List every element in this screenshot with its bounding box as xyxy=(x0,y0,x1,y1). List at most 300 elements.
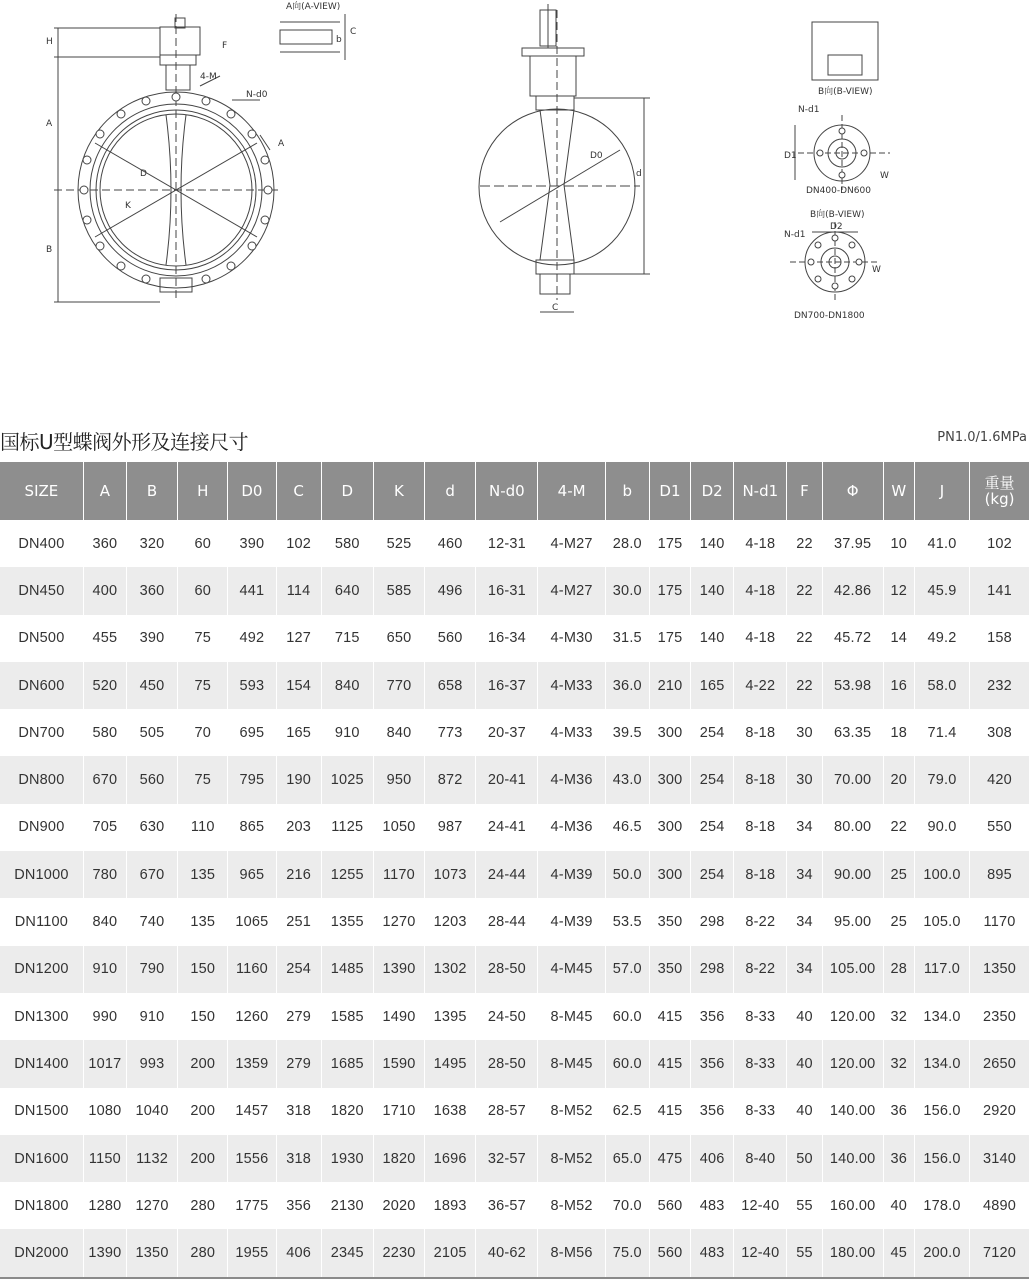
table-cell: 45.72 xyxy=(822,615,883,662)
table-cell: 50 xyxy=(787,1135,822,1182)
pressure-rating: PN1.0/1.6MPa xyxy=(937,430,1027,445)
table-cell: 135 xyxy=(178,898,228,945)
table-header-row xyxy=(0,462,1029,520)
table-cell: 670 xyxy=(83,756,126,803)
table-cell: DN400 xyxy=(0,520,83,567)
table-cell: 1930 xyxy=(321,1135,373,1182)
table-cell: 120.00 xyxy=(822,1040,883,1087)
table-cell: 216 xyxy=(276,851,321,898)
table-cell: 1260 xyxy=(228,993,276,1040)
table-cell: DN1400 xyxy=(0,1040,83,1087)
column-header: H xyxy=(178,462,228,520)
table-cell: 175 xyxy=(649,520,690,567)
table-cell: 2650 xyxy=(970,1040,1029,1087)
table-cell: 415 xyxy=(649,1088,690,1135)
table-cell: 63.35 xyxy=(822,709,883,756)
table-cell: 28.0 xyxy=(605,520,649,567)
table-cell: 18 xyxy=(883,709,914,756)
column-header: W xyxy=(883,462,914,520)
n-d1-label-upper: N-d1 xyxy=(798,105,820,115)
table-cell: 150 xyxy=(178,993,228,1040)
d1-label: D1 xyxy=(784,151,797,161)
table-cell: 135 xyxy=(178,851,228,898)
table-cell: 32 xyxy=(883,1040,914,1087)
table-cell: 1125 xyxy=(321,804,373,851)
table-cell: 8-40 xyxy=(734,1135,787,1182)
table-cell: 24-41 xyxy=(476,804,538,851)
table-cell: 1490 xyxy=(373,993,424,1040)
table-cell: 12 xyxy=(883,567,914,614)
table-cell: 1395 xyxy=(425,993,476,1040)
table-cell: 1696 xyxy=(425,1135,476,1182)
table-cell: 100.0 xyxy=(914,851,969,898)
column-header: J xyxy=(914,462,969,520)
table-cell: DN1100 xyxy=(0,898,83,945)
table-cell: 300 xyxy=(649,804,690,851)
k-label: K xyxy=(125,201,131,211)
table-cell: 8-M56 xyxy=(538,1229,605,1277)
d0-label: D0 xyxy=(590,151,603,161)
table-cell: 580 xyxy=(83,709,126,756)
table-cell: 41.0 xyxy=(914,520,969,567)
table-row xyxy=(0,567,1029,614)
table-cell: 550 xyxy=(987,819,1012,836)
f-label: F xyxy=(222,41,228,51)
column-header: C xyxy=(276,462,321,520)
table-cell: 154 xyxy=(276,662,321,709)
table-cell: 8-22 xyxy=(734,946,787,993)
table-cell: 910 xyxy=(126,993,177,1040)
table-cell: 356 xyxy=(276,1182,321,1229)
table-cell: 210 xyxy=(649,662,690,709)
table-cell: 280 xyxy=(178,1229,228,1277)
h-label: H xyxy=(46,37,53,47)
arrow-a-label: A xyxy=(278,139,285,149)
table-cell: 1150 xyxy=(83,1135,126,1182)
table-cell: DN1000 xyxy=(0,851,83,898)
table-cell: 8-33 xyxy=(734,1088,787,1135)
table-cell: 53.98 xyxy=(822,662,883,709)
table-cell: 117.0 xyxy=(914,946,969,993)
table-cell: 1350 xyxy=(126,1229,177,1277)
d-upper-label: D xyxy=(140,169,147,179)
table-cell: 8-M45 xyxy=(538,1040,605,1087)
w-label-lower: W xyxy=(872,265,881,275)
table-cell: 180.00 xyxy=(822,1229,883,1277)
table-cell: 57.0 xyxy=(605,946,649,993)
table-cell: 279 xyxy=(276,1040,321,1087)
table-cell: 1775 xyxy=(228,1182,276,1229)
table-cell: 58.0 xyxy=(914,662,969,709)
table-cell: 560 xyxy=(649,1229,690,1277)
table-cell: 840 xyxy=(83,898,126,945)
table-cell: 12-31 xyxy=(476,520,538,567)
table-cell: 134.0 xyxy=(914,993,969,1040)
table-cell: 950 xyxy=(373,756,424,803)
table-cell: 55 xyxy=(787,1182,822,1229)
table-cell: 134.0 xyxy=(914,1040,969,1087)
table-cell: 1355 xyxy=(321,898,373,945)
table-cell: 298 xyxy=(691,946,734,993)
table-row xyxy=(0,851,1029,898)
table-cell: 43.0 xyxy=(605,756,649,803)
table-cell: 1170 xyxy=(373,851,424,898)
table-cell: 990 xyxy=(83,993,126,1040)
table-cell: 190 xyxy=(276,756,321,803)
table-cell: 1638 xyxy=(425,1088,476,1135)
table-cell: 70.00 xyxy=(822,756,883,803)
table-cell: DN2000 xyxy=(0,1229,83,1277)
table-cell: 406 xyxy=(691,1135,734,1182)
table-cell: 460 xyxy=(425,520,476,567)
table-cell: 55 xyxy=(787,1229,822,1277)
table-cell: 178.0 xyxy=(914,1182,969,1229)
table-cell: 505 xyxy=(126,709,177,756)
table-cell: 2230 xyxy=(373,1229,424,1277)
table-cell: 79.0 xyxy=(914,756,969,803)
n-d0-label: N-d0 xyxy=(246,90,268,100)
table-cell: DN1200 xyxy=(0,946,83,993)
table-row xyxy=(0,946,1029,993)
table-cell: DN800 xyxy=(0,756,83,803)
table-cell: 400 xyxy=(83,567,126,614)
c-label-side: C xyxy=(552,303,559,313)
table-cell: 1203 xyxy=(425,898,476,945)
table-cell: 8-18 xyxy=(734,804,787,851)
table-cell: 356 xyxy=(691,993,734,1040)
dimension-table xyxy=(0,462,1029,1279)
table-cell: 4890 xyxy=(983,1197,1017,1214)
table-cell: DN450 xyxy=(0,567,83,614)
table-cell: 483 xyxy=(691,1229,734,1277)
table-cell: 34 xyxy=(787,851,822,898)
table-cell: 350 xyxy=(649,946,690,993)
table-row xyxy=(0,1229,1029,1277)
table-cell: 2130 xyxy=(321,1182,373,1229)
table-cell: 45 xyxy=(883,1229,914,1277)
table-cell: 30.0 xyxy=(605,567,649,614)
table-cell: 8-18 xyxy=(734,851,787,898)
table-cell: 71.4 xyxy=(914,709,969,756)
table-cell: 560 xyxy=(425,615,476,662)
side-view xyxy=(479,4,650,312)
table-cell: 25 xyxy=(883,851,914,898)
table-cell: 1280 xyxy=(83,1182,126,1229)
table-cell: 141 xyxy=(970,567,1029,614)
table-cell: 95.00 xyxy=(822,898,883,945)
table-cell: 895 xyxy=(970,851,1029,898)
table-cell: DN1800 xyxy=(0,1182,83,1229)
column-header: D1 xyxy=(649,462,690,520)
table-cell: 4-18 xyxy=(734,615,787,662)
table-cell: 1457 xyxy=(228,1088,276,1135)
table-cell: 390 xyxy=(126,615,177,662)
table-cell: 965 xyxy=(228,851,276,898)
table-cell: 20 xyxy=(883,756,914,803)
column-header: N-d1 xyxy=(734,462,787,520)
table-cell: 12-40 xyxy=(734,1182,787,1229)
table-row xyxy=(0,520,1029,567)
table-cell: 8-33 xyxy=(734,993,787,1040)
table-row xyxy=(0,1040,1029,1087)
table-cell: 8-18 xyxy=(734,756,787,803)
table-cell: 1270 xyxy=(373,898,424,945)
table-cell: 140 xyxy=(691,520,734,567)
table-cell: 1160 xyxy=(228,946,276,993)
table-cell: 475 xyxy=(649,1135,690,1182)
table-cell: 4-M27 xyxy=(538,520,605,567)
table-cell: 28-44 xyxy=(476,898,538,945)
table-cell: 75.0 xyxy=(605,1229,649,1277)
table-cell: DN1500 xyxy=(0,1088,83,1135)
table-cell: 200 xyxy=(178,1088,228,1135)
table-cell: 114 xyxy=(276,567,321,614)
table-cell: 200 xyxy=(178,1040,228,1087)
table-cell: 105.00 xyxy=(822,946,883,993)
table-cell: 32-57 xyxy=(476,1135,538,1182)
table-cell: 75 xyxy=(178,756,228,803)
table-cell: 24-50 xyxy=(476,993,538,1040)
table-cell: 1073 xyxy=(425,851,476,898)
table-cell: 45.9 xyxy=(914,567,969,614)
table-cell: 350 xyxy=(649,898,690,945)
table-cell: 156.0 xyxy=(914,1088,969,1135)
b-label: B xyxy=(46,245,53,255)
table-cell: 53.5 xyxy=(605,898,649,945)
table-cell: 36.0 xyxy=(605,662,649,709)
table-cell: 8-M52 xyxy=(538,1182,605,1229)
table-cell: 1170 xyxy=(983,914,1016,931)
table-row xyxy=(0,662,1029,709)
table-cell: 60.0 xyxy=(605,993,649,1040)
table-cell: 4-18 xyxy=(734,567,787,614)
table-cell: 300 xyxy=(649,851,690,898)
table-cell: 16-34 xyxy=(476,615,538,662)
table-cell: 251 xyxy=(276,898,321,945)
table-cell: 60 xyxy=(178,567,228,614)
table-cell: 200 xyxy=(178,1135,228,1182)
table-cell: 300 xyxy=(649,756,690,803)
column-header: d xyxy=(425,462,476,520)
table-cell: 640 xyxy=(321,567,373,614)
table-row xyxy=(0,709,1029,756)
table-cell: 254 xyxy=(691,804,734,851)
table-cell: 120.00 xyxy=(822,993,883,1040)
table-cell: 75 xyxy=(178,615,228,662)
table-cell: 715 xyxy=(321,615,373,662)
table-cell: 1302 xyxy=(425,946,476,993)
table-cell: 525 xyxy=(373,520,424,567)
table-cell: 780 xyxy=(83,851,126,898)
table-cell: 175 xyxy=(649,615,690,662)
table-cell: 49.2 xyxy=(914,615,969,662)
column-header: SIZE xyxy=(0,462,83,520)
table-cell: 356 xyxy=(691,1040,734,1087)
table-cell: 156.0 xyxy=(914,1135,969,1182)
table-cell: 70 xyxy=(178,709,228,756)
table-cell: 450 xyxy=(126,662,177,709)
d-label: d xyxy=(636,169,642,179)
table-cell: 492 xyxy=(228,615,276,662)
table-cell: 254 xyxy=(691,756,734,803)
table-cell: 158 xyxy=(987,630,1012,647)
table-cell: 62.5 xyxy=(605,1088,649,1135)
column-header: B xyxy=(126,462,177,520)
table-cell: 993 xyxy=(126,1040,177,1087)
b-view-details xyxy=(790,22,890,302)
table-cell: 865 xyxy=(228,804,276,851)
table-cell: 16-31 xyxy=(476,567,538,614)
table-cell: 4-M45 xyxy=(538,946,605,993)
table-cell: 415 xyxy=(649,1040,690,1087)
table-cell: 4-M27 xyxy=(538,567,605,614)
table-cell: 34 xyxy=(787,898,822,945)
table-cell: 28-57 xyxy=(476,1088,538,1135)
table-cell: 28 xyxy=(883,946,914,993)
table-cell: 2920 xyxy=(983,1103,1017,1120)
table-cell: 30 xyxy=(787,756,822,803)
table-cell: 2345 xyxy=(321,1229,373,1277)
table-row xyxy=(0,756,1029,803)
table-cell: 24-44 xyxy=(476,851,538,898)
table-cell: 4-M30 xyxy=(538,615,605,662)
table-cell: 2105 xyxy=(425,1229,476,1277)
table-cell: 593 xyxy=(228,662,276,709)
table-cell: 1685 xyxy=(321,1040,373,1087)
table-cell: 585 xyxy=(373,567,424,614)
table-cell: 560 xyxy=(126,756,177,803)
table-cell: 254 xyxy=(276,946,321,993)
table-cell: 50.0 xyxy=(605,851,649,898)
table-cell: 1495 xyxy=(425,1040,476,1087)
valve-drawing-svg xyxy=(0,0,1029,330)
table-cell: 1556 xyxy=(228,1135,276,1182)
table-cell: 441 xyxy=(228,567,276,614)
table-cell: 740 xyxy=(126,898,177,945)
table-cell: 140.00 xyxy=(822,1135,883,1182)
column-header: Φ xyxy=(822,462,883,520)
technical-drawings xyxy=(0,0,1029,330)
table-cell: 770 xyxy=(373,662,424,709)
table-cell: 4-M33 xyxy=(538,662,605,709)
table-cell: 254 xyxy=(691,851,734,898)
table-cell: 1270 xyxy=(126,1182,177,1229)
d2-label: D2 xyxy=(830,222,843,232)
table-cell: 1390 xyxy=(373,946,424,993)
table-row xyxy=(0,615,1029,662)
dn400-600-label: DN400-DN600 xyxy=(806,186,871,196)
table-cell: 695 xyxy=(228,709,276,756)
page-title: 国标U型蝶阀外形及连接尺寸 xyxy=(0,430,249,454)
table-cell: 420 xyxy=(970,756,1029,803)
table-cell: 46.5 xyxy=(605,804,649,851)
column-header: D0 xyxy=(228,462,276,520)
column-header: N-d0 xyxy=(476,462,538,520)
table-cell: 203 xyxy=(276,804,321,851)
table-cell: 8-33 xyxy=(734,1040,787,1087)
column-header: F xyxy=(787,462,822,520)
column-header: D2 xyxy=(691,462,734,520)
table-cell: 1132 xyxy=(126,1135,177,1182)
table-cell: 1390 xyxy=(83,1229,126,1277)
table-cell: 1040 xyxy=(126,1088,177,1135)
table-cell: 36 xyxy=(883,1088,914,1135)
table-cell: 140 xyxy=(691,567,734,614)
table-cell: DN900 xyxy=(0,804,83,851)
table-cell: 37.95 xyxy=(822,520,883,567)
table-cell: 7120 xyxy=(970,1229,1029,1277)
table-cell: 773 xyxy=(425,709,476,756)
table-cell: 580 xyxy=(321,520,373,567)
table-cell: 36-57 xyxy=(476,1182,538,1229)
table-cell: 8-22 xyxy=(734,898,787,945)
table-cell: DN700 xyxy=(0,709,83,756)
c-label-a-view: C xyxy=(350,27,357,37)
table-cell: 20-37 xyxy=(476,709,538,756)
table-cell: 40 xyxy=(883,1182,914,1229)
table-cell: 165 xyxy=(276,709,321,756)
table-cell: 279 xyxy=(276,993,321,1040)
table-cell: 356 xyxy=(691,1088,734,1135)
table-cell: 910 xyxy=(83,946,126,993)
a-view-label: A向(A-VIEW) xyxy=(286,2,341,12)
table-cell: 40-62 xyxy=(476,1229,538,1277)
table-cell: 496 xyxy=(425,567,476,614)
table-cell: 3140 xyxy=(970,1135,1029,1182)
table-cell: 1025 xyxy=(321,756,373,803)
table-cell: 1080 xyxy=(83,1088,126,1135)
table-cell: 872 xyxy=(425,756,476,803)
table-row xyxy=(0,1135,1029,1182)
table-cell: 14 xyxy=(883,615,914,662)
b-view-label-lower: B向(B-VIEW) xyxy=(810,210,865,220)
table-cell: 320 xyxy=(126,520,177,567)
table-cell: 25 xyxy=(883,898,914,945)
table-cell: 16-37 xyxy=(476,662,538,709)
table-cell: 65.0 xyxy=(605,1135,649,1182)
table-cell: 10 xyxy=(883,520,914,567)
a-label: A xyxy=(46,119,53,129)
table-cell: 20-41 xyxy=(476,756,538,803)
table-cell: 790 xyxy=(126,946,177,993)
table-cell: 1359 xyxy=(228,1040,276,1087)
table-cell: 30 xyxy=(787,709,822,756)
table-cell: 360 xyxy=(126,567,177,614)
table-cell: 127 xyxy=(276,615,321,662)
table-cell: 300 xyxy=(649,709,690,756)
table-cell: 4-18 xyxy=(734,520,787,567)
table-cell: 34 xyxy=(787,946,822,993)
table-cell: 232 xyxy=(970,662,1029,709)
table-cell: DN1600 xyxy=(0,1135,83,1182)
column-header: 重量 (kg) xyxy=(970,462,1029,520)
table-cell: 12-40 xyxy=(734,1229,787,1277)
table-body xyxy=(0,520,1029,1278)
table-cell: 102 xyxy=(276,520,321,567)
table-cell: 254 xyxy=(691,709,734,756)
table-cell: 560 xyxy=(649,1182,690,1229)
table-cell: 406 xyxy=(276,1229,321,1277)
table-cell: 1893 xyxy=(425,1182,476,1229)
table-cell: 8-18 xyxy=(734,709,787,756)
table-cell: 1255 xyxy=(321,851,373,898)
column-header: D xyxy=(321,462,373,520)
table-cell: 42.86 xyxy=(822,567,883,614)
table-cell: 840 xyxy=(321,662,373,709)
table-cell: 455 xyxy=(83,615,126,662)
table-cell: 795 xyxy=(228,756,276,803)
table-cell: 22 xyxy=(787,662,822,709)
